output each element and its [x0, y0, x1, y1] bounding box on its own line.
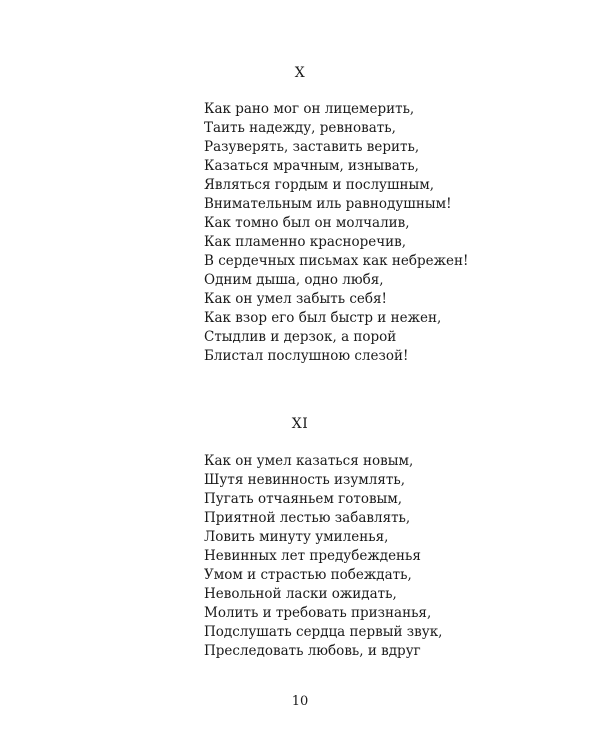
- verse-line: Как пламенно красноречив,: [204, 234, 407, 250]
- verse-line: Являться гордым и послушным,: [204, 177, 435, 193]
- verse-line: Умом и страстью побеждать,: [204, 567, 412, 583]
- verse-line: Невольной ласки ожидать,: [204, 586, 397, 602]
- page-number: 10: [291, 694, 309, 709]
- stanza-x: [204, 100, 468, 366]
- verse-line: Приятной лестью забавлять,: [204, 510, 411, 526]
- stanza-number: X: [294, 65, 306, 81]
- verse-line: Невинных лет предубежденья: [204, 548, 421, 564]
- verse-line: Преследовать любовь, и вдруг: [204, 643, 421, 659]
- verse-line: Стыдлив и дерзок, а порой: [204, 329, 397, 345]
- stanza-xi: [204, 452, 442, 661]
- verse-line: Пугать отчаяньем готовым,: [204, 491, 403, 507]
- verse-line: Казаться мрачным, изнывать,: [204, 158, 419, 174]
- verse-line: Как рано мог он лицемерить,: [204, 101, 415, 117]
- verse-line: Как он умел казаться новым,: [204, 453, 414, 469]
- verse-line: Шутя невинность изумлять,: [204, 472, 406, 488]
- verse-line: Внимательным иль равнодушным!: [204, 196, 452, 212]
- verse-line: Как взор его был быстр и нежен,: [204, 310, 442, 326]
- verse-line: Ловить минуту умиленья,: [204, 529, 389, 545]
- verse-line: Как он умел забыть себя!: [204, 291, 387, 307]
- verse-line: Блистал послушною слезой!: [204, 348, 409, 364]
- stanza-number: XI: [291, 416, 309, 432]
- verse-line: Таить надежду, ревновать,: [204, 120, 396, 136]
- verse-line: Подслушать сердца первый звук,: [204, 624, 443, 640]
- verse-line: Как томно был он молчалив,: [204, 215, 410, 231]
- verse-line: Молить и требовать признанья,: [204, 605, 432, 621]
- verse-line: Разуверять, заставить верить,: [204, 139, 420, 155]
- verse-line: В сердечных письмах как небрежен!: [204, 253, 469, 269]
- verse-line: Одним дыша, одно любя,: [204, 272, 384, 288]
